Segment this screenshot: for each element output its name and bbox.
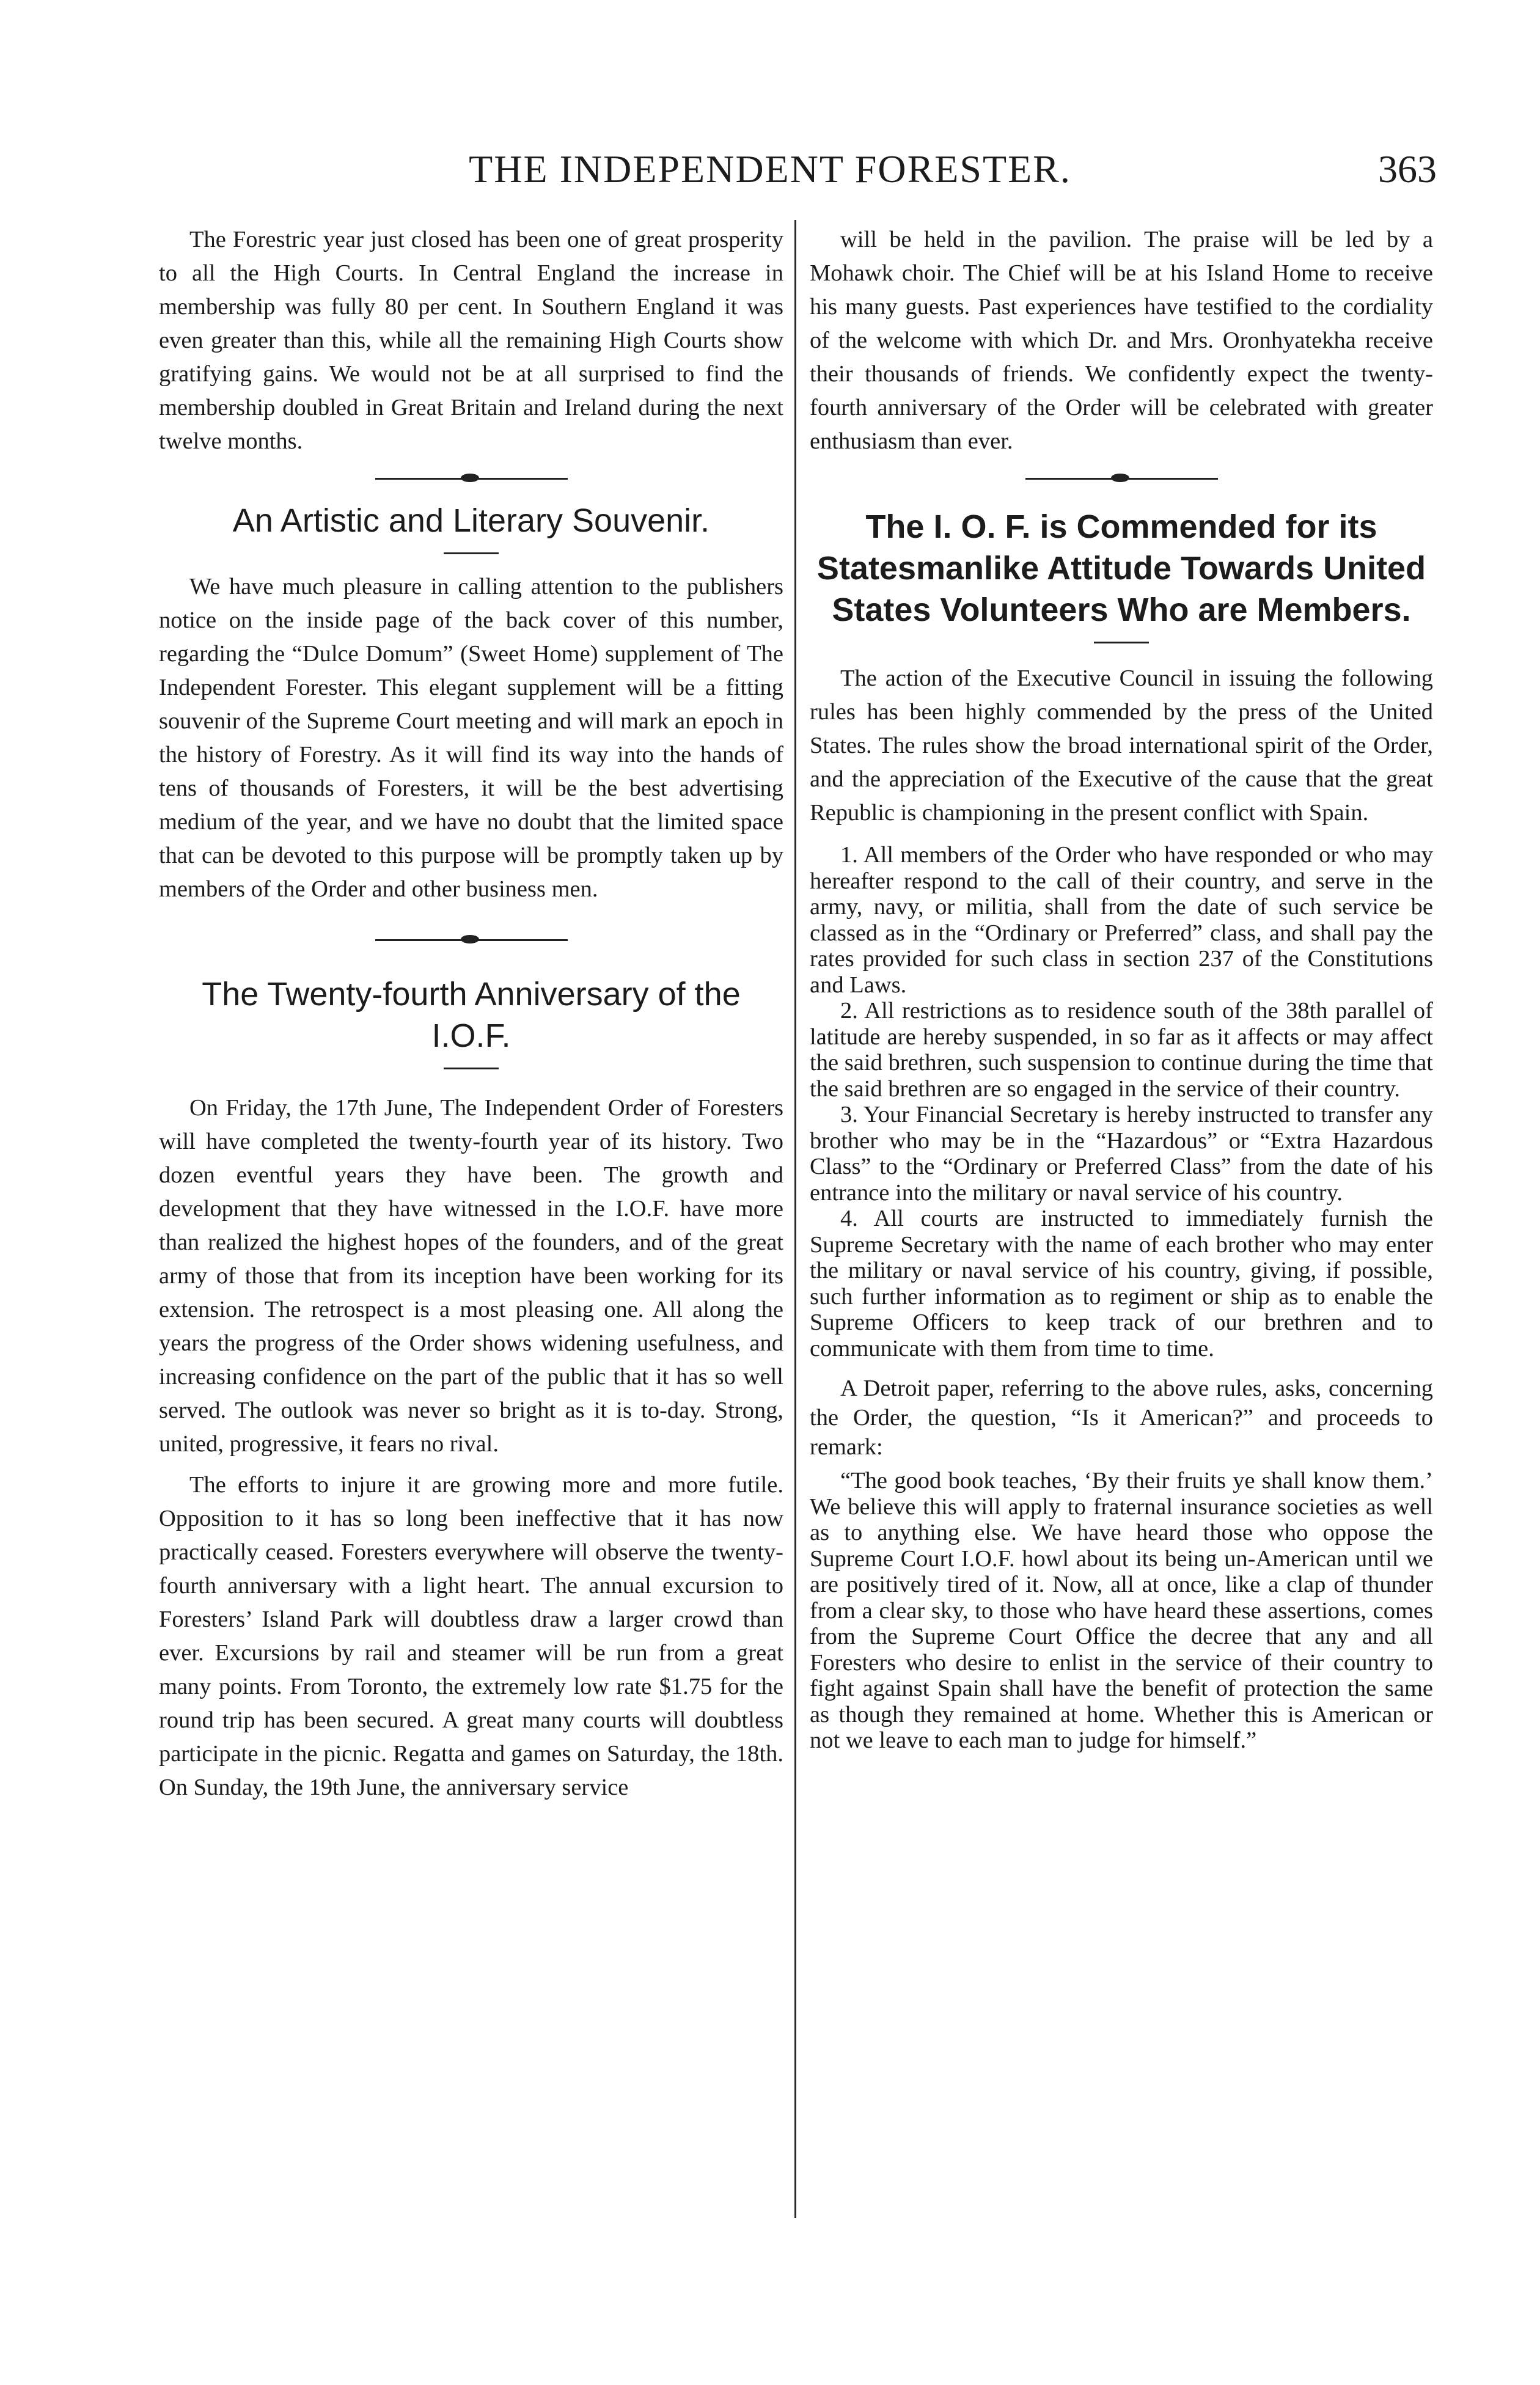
page-number: 363	[1378, 147, 1437, 191]
souvenir-paragraph: We have much pleasure in calling attention to the publishers notice on the inside page of the back cover of this number, regarding the “Dulce Domum” (Sweet Home) supplement of The Independent Forester. This elegant supplement will be a fitting souvenir of the Supreme Court meeting and will mark an epoch in the history of Forestry. As it will find its way into the hands of tens of thousands of Foresters, it will be the best advertising medium of the year, and we have no doubt that the limited space that can be devoted to this purpose will be promptly taken up by members of the Order and other business men.	[159, 574, 783, 902]
anniversary-paragraph-2: The efforts to injure it are growing more and more futile. Opposition to it has so long been ineffective that it has now practically ceased. Foresters everywhere will observe the twenty-fourth anniversary with a light heart. The annual excursion to Foresters’ Island Park will doubtless draw a larger crowd than ever. Excursions by rail and steamer will be run from a great many points. From Toronto, the extremely low rate $1.75 for the round trip has been secured. A great many courts will doubtless participate in the picnic. Regatta and games on Saturday, the 18th. On Sunday, the 19th June, the anniversary service	[159, 1472, 783, 1800]
commended-heading: The I. O. F. is Commended for its Statesmanlike Attitude Towards United States Volunteers Who are Members.	[816, 508, 1426, 628]
intro-paragraph: The Forestric year just closed has been one of great prosperity to all the High Courts. In Central England the increase in membership was fully 80 per cent. In Southern England it was even greater than this, while all the remaining High Courts show gratifying gains. We would not be at all surprised to find the membership doubled in Great Britain and Ireland during the next twelve months.	[159, 227, 783, 454]
souvenir-heading: An Artistic and Literary Souvenir.	[232, 502, 710, 539]
rule-item: 1. All members of the Order who have responded or who may hereafter respond to the call of their country, and serve in the army, navy, or militia, shall from the date of such service be classed as in the “Ordinary or Preferred” class, and shall pay the rates provided for such class in section 237 of the Constitutions and Laws.	[810, 842, 1433, 998]
page-title: THE INDEPENDENT FORESTER.	[469, 147, 1071, 191]
heading-rule	[1094, 642, 1149, 643]
ornament-divider	[159, 931, 783, 949]
commended-paragraph: The action of the Executive Council in issuing the following rules has been highly commended by the press of the United States. The rules show the broad international spirit of the Order, and the appreciation of the Executive of the cause that the great Republic is championing in the present conflict with Spain.	[810, 665, 1433, 826]
anniversary-paragraph-1: On Friday, the 17th June, The Independent Order of Foresters will have completed the twenty-fourth year of its history. Two dozen eventful years they have been. The growth and development that they have witnessed in the I.O.F. have more than realized the highest hopes of the founders, and of the great army of those that from its inception have been working for its extension. The retrospect is a most pleasing one. All along the years the progress of the Order shows widening usefulness, and increasing confidence on the part of the public that it has so well served. The outlook was never so bright as it is to-day. Strong, united, progressive, it fears no rival.	[159, 1095, 783, 1457]
left-column	[159, 223, 783, 1804]
quote-paragraph: “The good book teaches, ‘By their fruits ye shall know them.’ We believe this will apply to fraternal insurance societies as well as to anything else. We have heard those who oppose the Supreme Court I.O.F. howl about its being un-American until we are positively tired of it. Now, all at once, like a clap of thunder from a clear sky, to those who have heard these assertions, comes from the Supreme Court Office the decree that any and all Foresters who desire to enlist in the service of their country to fight against Spain shall have the benefit of protection the same as though they remained at home. Whether this is American or not we leave to each man to judge for himself.”	[810, 1468, 1433, 1753]
column-divider	[794, 220, 796, 2218]
heading-rule	[444, 1068, 499, 1069]
ornament-divider	[159, 469, 783, 488]
rule-item: 3. Your Financial Secretary is hereby instructed to transfer any brother who may be in the “Hazardous” or “Extra Hazardous Class” to the “Ordinary or Preferred Class” from the date of his entrance into the military or naval service of his country.	[810, 1102, 1433, 1206]
continuation-paragraph: will be held in the pavilion. The praise will be led by a Mohawk choir. The Chief will be at his Island Home to receive his many guests. Past experiences have testified to the cordiality of the welcome with which Dr. and Mrs. Oronhyatekha receive their thousands of friends. We confidently expect the twenty-fourth anniversary of the Order will be celebrated with greater enthusiasm than ever.	[810, 227, 1433, 454]
heading-rule	[444, 552, 499, 554]
anniversary-heading: The Twenty-fourth Anniversary of the I.O.F.	[202, 976, 741, 1054]
rule-item: 4. All courts are instructed to immediately furnish the Supreme Secretary with the name of each brother who may enter the military or naval service of his country, giving, if possible, such further information as to regiment or ship as to enable the Supreme Officers to keep track of our brethren and to communicate with them from time to time.	[810, 1206, 1433, 1361]
right-column	[810, 223, 1433, 1754]
rules-list	[810, 842, 1433, 1361]
rule-item: 2. All restrictions as to residence south of the 38th parallel of latitude are hereby suspended, in so far as it affects or may affect the said brethren, such suspension to continue during the time that the said brethren are so engaged in the service of their country.	[810, 998, 1433, 1102]
ornament-divider	[810, 469, 1433, 488]
detroit-paragraph: A Detroit paper, referring to the above rules, asks, concerning the Order, the question, “Is it American?” and proceeds to remark:	[810, 1376, 1433, 1460]
